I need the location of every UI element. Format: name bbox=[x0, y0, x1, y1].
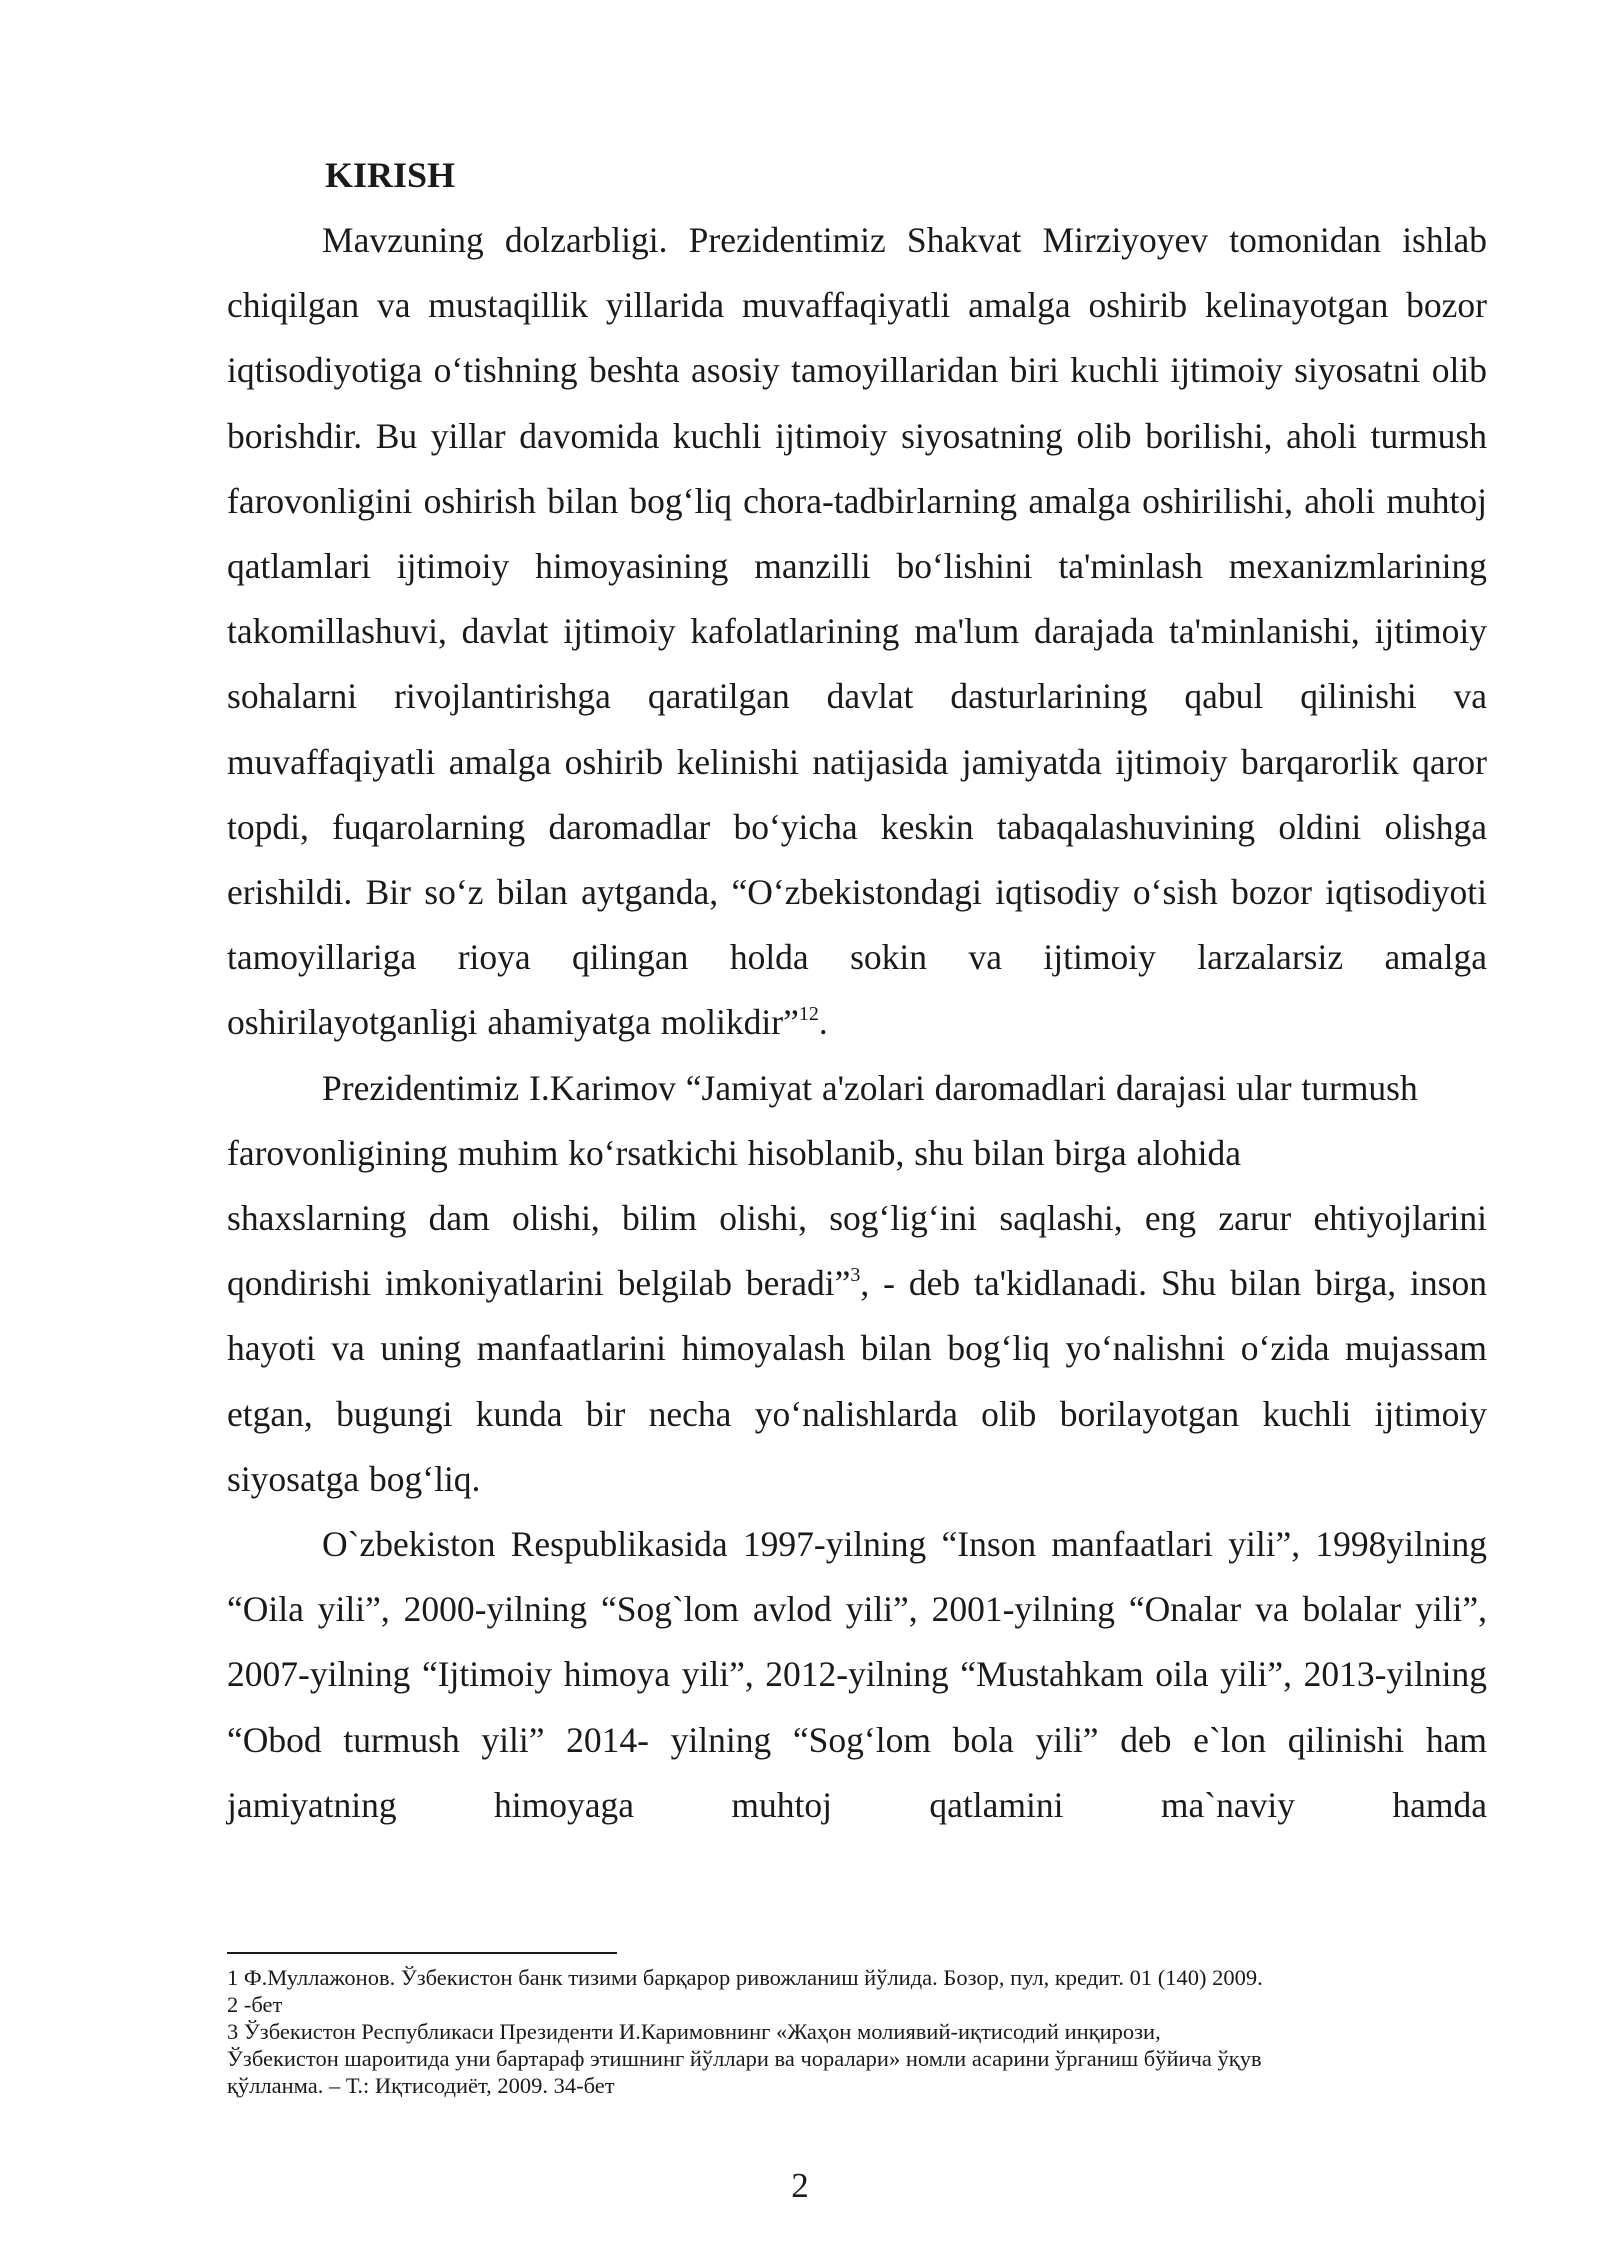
footnote-line: қўлланма. – Т.: Иқтисодиёт, 2009. 34-бет bbox=[227, 2073, 615, 2098]
paragraph-text: O`zbekiston Respublikasida 1997-yilning “Inson manfaatlari yili”, 1998yilning “Oila yili”, 2000-yilning “Sog`lom avlod yili”, 2001-yilning “Onalar va bolalar yili”, 2007-yilning “Ijtimoiy himoya yili”, 2012-yilning “Mustahkam oila yili”, 2013-yilning “Obod turmush yili” 2014- yilning “Sog‘lom bola yili” deb e`lon qilinishi ham jamiyatning himoyaga muhtoj qatlamini ma`naviy hamda bbox=[227, 1524, 1487, 1825]
footnote-line: 2 -бет bbox=[227, 1992, 283, 2017]
paragraph-text: Mavzuning dolzarbligi. Prezidentimiz Shakvat Mirziyoyev tomonidan ishlab chiqilgan va mustaqillik yillarida muvaffaqiyatli amalga oshirib kelinayotgan bozor iqtisodiyotiga o‘tishning beshta asosiy tamoyillaridan biri kuchli ijtimoiy siyosatni olib borishdir. Bu yillar davomida kuchli ijtimoiy siyosatning olib borilishi, aholi turmush farovonligini oshirish bilan bog‘liq chora-tadbirlarning amalga oshirilishi, aholi muhtoj qatlamlari ijtimoiy himoyasining manzilli bo‘lishini ta'minlash mexanizmlarining takomillashuvi, davlat ijtimoiy kafolatlarining ma'lum darajada ta'minlanishi, ijtimoiy sohalarni rivojlantirishga qaratilgan davlat dasturlarining qabul qilinishi va muvaffaqiyatli amalga oshirib kelinishi natijasida jamiyatda ijtimoiy barqarorlik qaror topdi, fuqarolarning daromadlar bo‘yicha keskin tabaqalashuvining oldini olishga erishildi. Bir so‘z bilan aytganda, “O‘zbekistondagi iqtisodiy o‘sish bozor iqtisodiyoti tamoyillariga rioya qilingan holda sokin va ijtimoiy larzalarsiz amalga oshirilayotganligi ahamiyatga molikdir” bbox=[227, 220, 1487, 1043]
paragraph-years bbox=[227, 1512, 1487, 1838]
footnotes bbox=[227, 1964, 1507, 2099]
paragraph-text-part3: , - deb ta'kidlanadi. Shu bilan birga, inson hayoti va uning manfaatlarini himoyalash bilan bog‘liq yo‘nalishni o‘zida mujassam etgan, bugungi kunda bir necha yo‘nalishlarda olib borilayotgan kuchli ijtimoiy siyosatga bog‘liq. bbox=[227, 1263, 1487, 1499]
paragraph-text-part1: Prezidentimiz I.Karimov “Jamiyat a'zolari daromadlari darajasi ular turmush farovonligining muhim ko‘rsatkichi hisoblanib, shu bilan birga alohida bbox=[227, 1067, 1418, 1173]
footnote-line: Ўзбекистон шароитида уни бартараф этишнинг йўллари ва чоралари» номли асарини ўрганиш бўйича ўқув bbox=[227, 2046, 1262, 2071]
footnote-reference: 12 bbox=[798, 1003, 819, 1026]
section-heading: KIRISH bbox=[325, 155, 456, 195]
footnote-separator bbox=[227, 1952, 617, 1954]
page-number: 2 bbox=[791, 2166, 809, 2205]
paragraph-relevance bbox=[227, 208, 1487, 1056]
footnote-line: 3 Ўзбекистон Республикаси Президенти И.Каримовнинг «Жаҳон молиявий-иқтисодий инқирози, bbox=[227, 2019, 1161, 2044]
paragraph-karimov-quote-cont bbox=[227, 1186, 1487, 1512]
paragraph-karimov-quote bbox=[227, 1056, 1487, 1186]
footnote-line: 1 Ф.Муллажонов. Ўзбекистон банк тизими барқарор ривожланиш йўлида. Бозор, пул, кредит. 01 (140) 2009. bbox=[227, 1965, 1263, 1990]
body-text bbox=[227, 208, 1487, 1838]
paragraph-end: . bbox=[818, 1002, 828, 1043]
paragraph-text-part2: shaxslarning dam olishi, bilim olishi, sog‘lig‘ini saqlashi, eng zarur ehtiyojlarini qondirishi imkoniyatlarini belgilab beradi” bbox=[227, 1198, 1487, 1304]
footnote-reference: 3 bbox=[850, 1264, 861, 1287]
